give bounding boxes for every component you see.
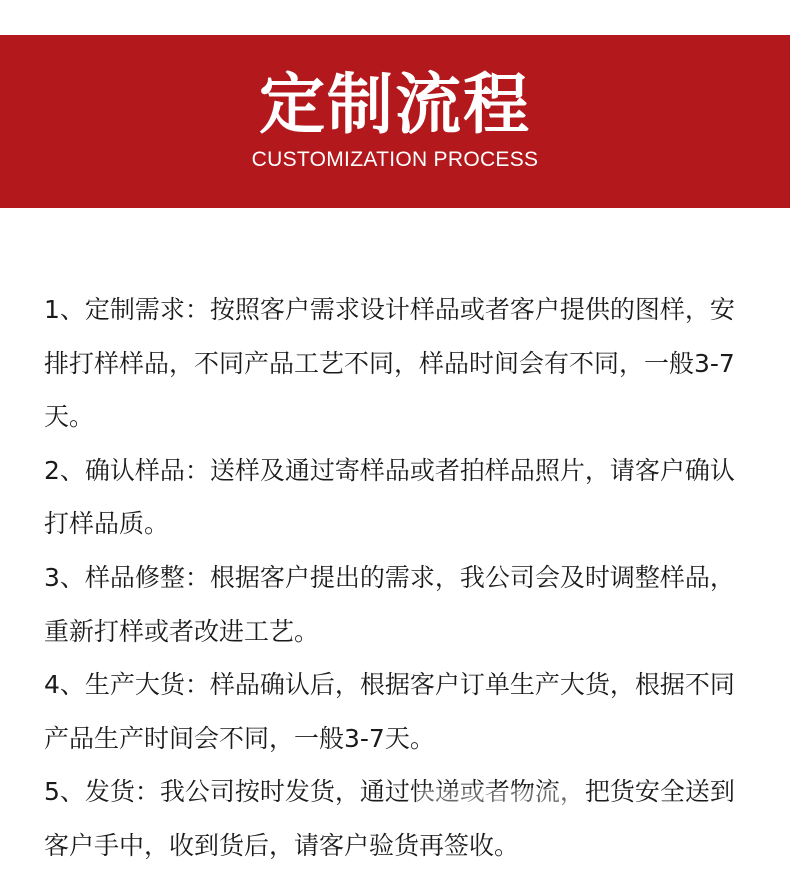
process-step-1: 1、定制需求：按照客户需求设计样品或者客户提供的图样，安排打样样品，不同产品工艺不同，样品时间会有不同，一般3-7天。 bbox=[44, 295, 735, 432]
page-title: 定制流程 bbox=[259, 65, 531, 143]
process-step-4: 4、生产大货：样品确认后，根据客户订单生产大货，根据不同产品生产时间会不同，一般3-7天。 bbox=[44, 670, 735, 753]
process-step-3: 3、样品修整：根据客户提出的需求，我公司会及时调整样品，重新打样或者改进工艺。 bbox=[44, 562, 735, 646]
process-step-5: 5、发货：我公司按时发货，通过快递或者物流，把货安全送到客户手中，收到货后，请客户验货再签收。 bbox=[44, 777, 735, 860]
process-steps bbox=[44, 283, 744, 873]
process-step-2: 2、确认样品：送样及通过寄样品或者拍样品照片，请客户确认打样品质。 bbox=[44, 455, 735, 539]
page-subtitle: CUSTOMIZATION PROCESS bbox=[251, 148, 539, 171]
